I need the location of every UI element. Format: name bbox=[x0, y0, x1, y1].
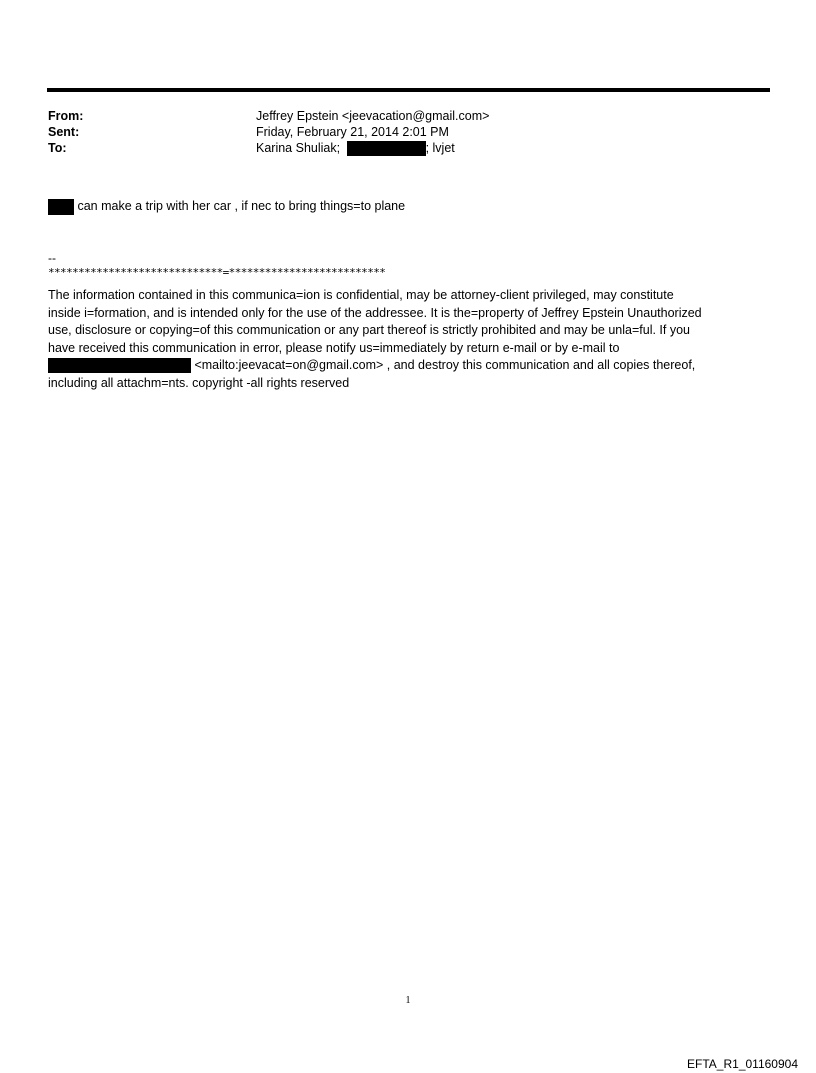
from-row bbox=[48, 108, 768, 124]
message-body bbox=[48, 198, 405, 215]
disclaimer-mailto-text: <mailto:jeevacat=on@gmail.com> , and destroy this communication and all copies thereof, bbox=[191, 358, 696, 372]
disclaimer-line: The information contained in this communica=ion is confidential, may be attorney-client privileged, may constitute bbox=[48, 288, 674, 302]
from-value: Jeffrey Epstein <jeevacation@gmail.com> bbox=[256, 109, 490, 123]
to-recipient-1: Karina Shuliak; bbox=[256, 141, 341, 155]
signature-separator: *****************************=************************** bbox=[48, 266, 386, 279]
disclaimer-line: inside i=formation, and is intended only for the use of the addressee. It is the=property of Jeffrey Epstein Unauthorized bbox=[48, 305, 702, 320]
sent-label: Sent: bbox=[48, 125, 80, 139]
disclaimer-line: including all attachm=nts. copyright -all rights reserved bbox=[48, 375, 350, 390]
message-text: can make a trip with her car , if nec to bring things=to plane bbox=[74, 199, 406, 213]
disclaimer-line: have received this communication in error, please notify us=immediately by return e-mail or by e-mail to bbox=[48, 340, 620, 355]
disclaimer-line bbox=[48, 357, 773, 375]
to-value bbox=[256, 140, 455, 156]
header-divider bbox=[47, 88, 770, 92]
to-label: To: bbox=[48, 141, 67, 155]
document-id: EFTA_R1_01160904 bbox=[687, 1057, 798, 1071]
redaction-block bbox=[48, 199, 74, 215]
email-header bbox=[48, 108, 768, 156]
confidentiality-disclaimer bbox=[48, 287, 773, 392]
signature-dash: -- bbox=[48, 251, 56, 265]
redaction-block bbox=[48, 358, 191, 373]
redaction-block bbox=[347, 141, 426, 156]
sent-row bbox=[48, 124, 768, 140]
from-label: From: bbox=[48, 109, 84, 123]
to-recipient-3: ; lvjet bbox=[425, 141, 455, 155]
sent-value: Friday, February 21, 2014 2:01 PM bbox=[256, 125, 449, 139]
disclaimer-line: use, disclosure or copying=of this communication or any part thereof is strictly prohibited and may be unla=ful. If you bbox=[48, 323, 690, 337]
page-number: 1 bbox=[405, 995, 411, 1006]
to-row bbox=[48, 140, 768, 156]
